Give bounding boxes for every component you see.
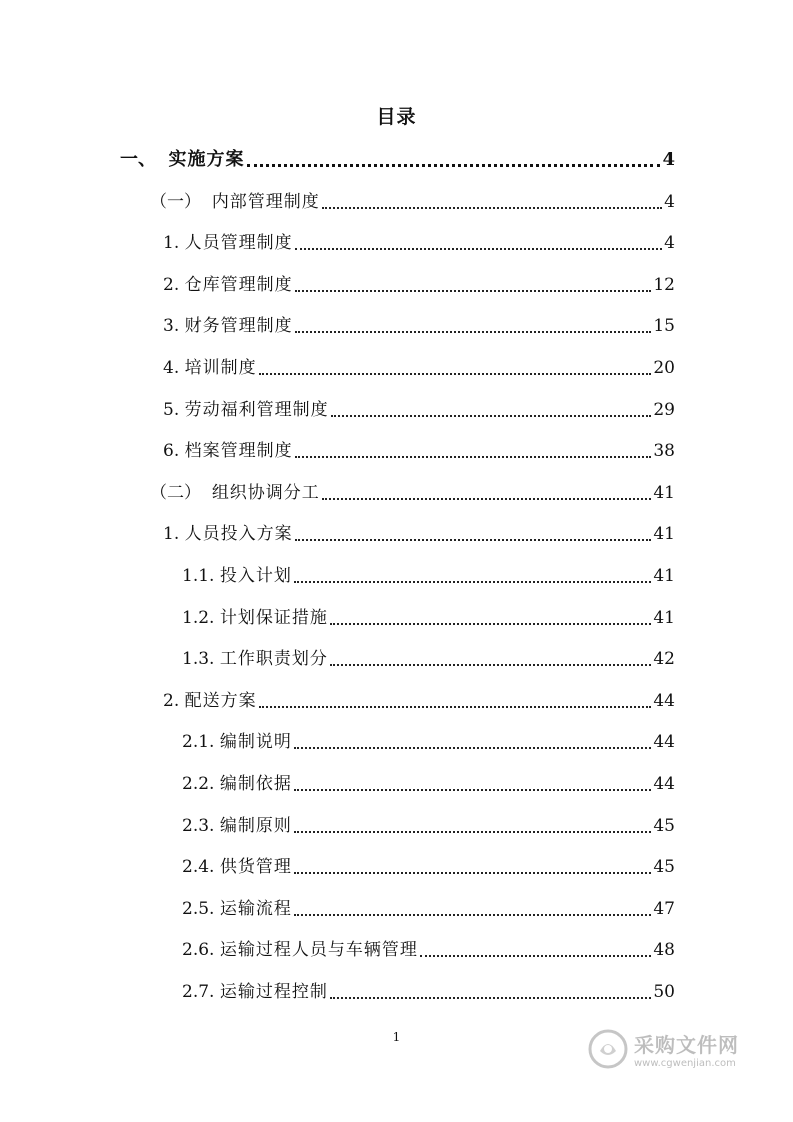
toc-entry-page: 50 — [653, 982, 675, 1002]
toc-entry[interactable] — [163, 397, 675, 423]
toc-entry[interactable] — [163, 355, 675, 381]
page-number: 1 — [392, 1030, 401, 1044]
toc-entry-page: 41 — [653, 566, 675, 586]
toc-entry-number: 2.6. — [182, 940, 220, 960]
watermark-name: 采购文件网 — [634, 1033, 739, 1057]
toc-entry-number: 1.1. — [182, 566, 220, 586]
cgwenjian-logo-icon — [588, 1029, 628, 1069]
toc-entry-page: 44 — [653, 732, 675, 752]
toc-entry-label: 运输过程人员与车辆管理 — [219, 940, 418, 960]
toc-entry[interactable] — [163, 438, 675, 464]
toc-entry-page: 47 — [653, 899, 675, 919]
toc-entry-label: 仓库管理制度 — [184, 275, 293, 295]
toc-entry-number: 2.4. — [182, 857, 220, 877]
toc-entry[interactable] — [182, 771, 675, 797]
toc-entry-number: 1. — [163, 524, 185, 544]
toc-entry-number: 2. — [163, 691, 185, 711]
toc-leader-dots — [330, 623, 652, 625]
toc-entry-page: 20 — [653, 358, 675, 378]
toc-entry-label: 编制依据 — [219, 774, 292, 794]
toc-entry-label: 实施方案 — [168, 149, 245, 170]
toc-leader-dots — [295, 456, 652, 458]
toc-entry-label: 编制说明 — [219, 732, 292, 752]
toc-entry[interactable] — [182, 896, 675, 922]
toc-leader-dots — [322, 498, 652, 500]
toc-leader-dots — [259, 706, 652, 708]
toc-entry-label: 档案管理制度 — [184, 441, 293, 461]
toc-entry-number: 2.3. — [182, 816, 220, 836]
toc-entry-label: 劳动福利管理制度 — [184, 400, 329, 420]
toc-leader-dots — [294, 789, 652, 791]
toc-entry-label: 供货管理 — [219, 857, 292, 877]
toc-entry[interactable] — [150, 480, 675, 506]
toc-entry-page: 42 — [653, 649, 675, 669]
toc-entry-number: 2.1. — [182, 732, 220, 752]
toc-leader-dots — [295, 331, 652, 333]
toc-entry-number: 2.2. — [182, 774, 220, 794]
toc-entry-label: 财务管理制度 — [184, 316, 293, 336]
toc-entry-label: 培训制度 — [184, 358, 257, 378]
toc-leader-dots — [247, 164, 661, 167]
toc-entry-label: 工作职责划分 — [219, 649, 328, 669]
toc-entry[interactable] — [163, 230, 675, 256]
toc-entry-page: 12 — [653, 275, 675, 295]
toc-entry-label: 人员管理制度 — [184, 233, 293, 253]
toc-entry-page: 45 — [653, 857, 675, 877]
toc-entry-number: （一） — [150, 192, 212, 212]
toc-entry-page: 15 — [653, 316, 675, 336]
toc-entry-page: 41 — [653, 483, 675, 503]
toc-leader-dots — [322, 207, 662, 209]
toc-entry-page: 41 — [653, 608, 675, 628]
toc-leader-dots — [259, 373, 652, 375]
toc-entry-page: 4 — [664, 233, 675, 253]
watermark — [588, 1025, 768, 1073]
toc-entry[interactable] — [182, 605, 675, 631]
toc-entry[interactable] — [163, 688, 675, 714]
toc-entry[interactable] — [163, 521, 675, 547]
toc-entry[interactable] — [163, 272, 675, 298]
toc-entry[interactable] — [163, 313, 675, 339]
toc-entry-page: 38 — [653, 441, 675, 461]
toc-entry[interactable] — [182, 979, 675, 1005]
toc-entry-number: （二） — [150, 483, 212, 503]
toc-entry-label: 投入计划 — [219, 566, 292, 586]
toc-entry[interactable] — [182, 854, 675, 880]
toc-entry[interactable] — [182, 729, 675, 755]
toc-entry[interactable] — [120, 147, 675, 173]
toc-entry-number: 1.3. — [182, 649, 220, 669]
toc-entry-label: 编制原则 — [219, 816, 292, 836]
toc-entry-label: 人员投入方案 — [184, 524, 293, 544]
toc-entry-number: 2. — [163, 275, 185, 295]
toc-leader-dots — [294, 914, 652, 916]
toc-entry-label: 运输过程控制 — [219, 982, 328, 1002]
toc-entry-number: 6. — [163, 441, 185, 461]
toc-leader-dots — [420, 955, 652, 957]
toc-entry-page: 48 — [653, 940, 675, 960]
toc-entry[interactable] — [182, 813, 675, 839]
toc-entry-page: 45 — [653, 816, 675, 836]
toc-leader-dots — [330, 997, 652, 999]
toc-leader-dots — [295, 539, 652, 541]
toc-entry-page: 44 — [653, 691, 675, 711]
toc-entry-number: 一、 — [120, 149, 169, 170]
toc-entry-label: 配送方案 — [184, 691, 257, 711]
toc-entry-page: 41 — [653, 524, 675, 544]
toc-leader-dots — [330, 664, 652, 666]
toc-entry-page: 4 — [662, 149, 675, 170]
toc-leader-dots — [295, 248, 663, 250]
toc-leader-dots — [331, 415, 652, 417]
toc-entry[interactable] — [182, 563, 675, 589]
toc-leader-dots — [294, 581, 652, 583]
toc-entry-number: 2.7. — [182, 982, 220, 1002]
toc-entry-number: 1. — [163, 233, 185, 253]
toc-entry[interactable] — [150, 189, 675, 215]
toc-entry-number: 3. — [163, 316, 185, 336]
toc-title: 目录 — [376, 106, 417, 128]
toc-entry-number: 1.2. — [182, 608, 220, 628]
toc-entry-number: 4. — [163, 358, 185, 378]
toc-entry-label: 组织协调分工 — [211, 483, 320, 503]
toc-entry-label: 内部管理制度 — [211, 192, 320, 212]
toc-entry[interactable] — [182, 646, 675, 672]
toc-entry[interactable] — [182, 937, 675, 963]
toc-leader-dots — [294, 872, 652, 874]
toc-entry-label: 运输流程 — [219, 899, 292, 919]
toc-entry-label: 计划保证措施 — [219, 608, 328, 628]
toc-leader-dots — [295, 290, 652, 292]
toc-leader-dots — [294, 747, 652, 749]
watermark-url: www.cgwenjian.com — [634, 1058, 736, 1069]
toc-entry-page: 29 — [653, 400, 675, 420]
toc-entry-page: 4 — [664, 192, 675, 212]
toc-leader-dots — [294, 831, 652, 833]
toc-entry-page: 44 — [653, 774, 675, 794]
toc-entry-number: 5. — [163, 400, 185, 420]
toc-entry-number: 2.5. — [182, 899, 220, 919]
